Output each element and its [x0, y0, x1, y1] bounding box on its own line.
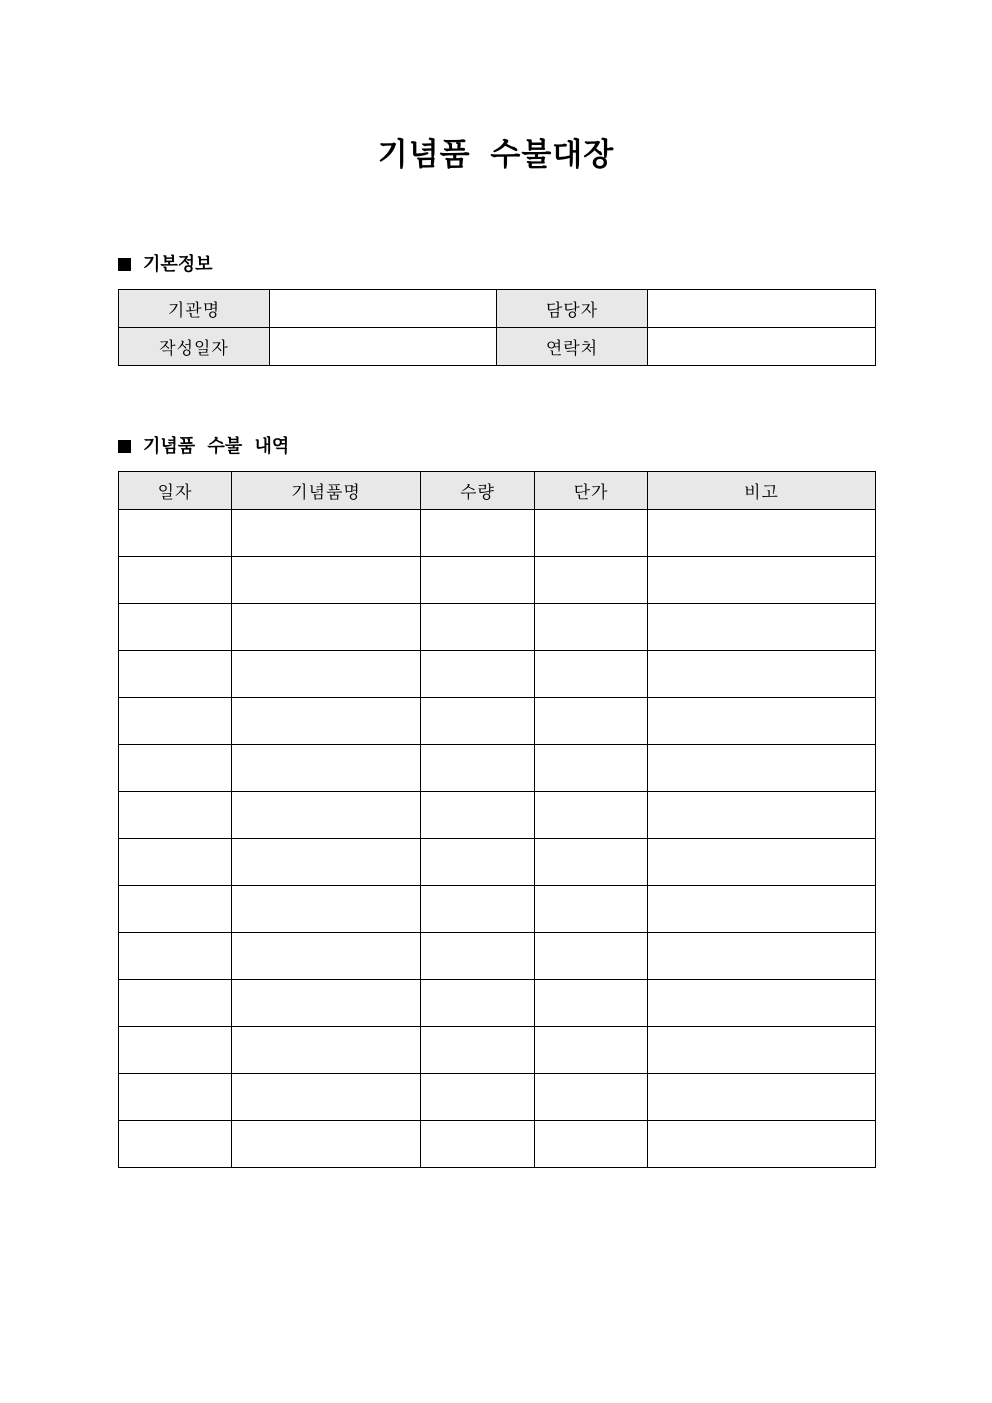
unit-price-cell[interactable]	[535, 792, 648, 839]
item-name-cell[interactable]	[232, 651, 421, 698]
item-name-cell[interactable]	[232, 792, 421, 839]
date-cell[interactable]	[119, 886, 232, 933]
table-row	[119, 1121, 876, 1168]
table-row	[119, 792, 876, 839]
date-cell[interactable]	[119, 1121, 232, 1168]
table-row	[119, 933, 876, 980]
quantity-cell[interactable]	[421, 933, 535, 980]
date-cell[interactable]	[119, 933, 232, 980]
quantity-cell[interactable]	[421, 980, 535, 1027]
unit-price-cell[interactable]	[535, 1074, 648, 1121]
table-row	[119, 604, 876, 651]
unit-price-cell[interactable]	[535, 886, 648, 933]
date-field[interactable]	[270, 328, 497, 366]
organization-field[interactable]	[270, 290, 497, 328]
item-name-cell[interactable]	[232, 933, 421, 980]
quantity-cell[interactable]	[421, 557, 535, 604]
date-cell[interactable]	[119, 1074, 232, 1121]
date-label: 작성일자	[119, 328, 270, 366]
table-row	[119, 980, 876, 1027]
quantity-cell[interactable]	[421, 510, 535, 557]
date-cell[interactable]	[119, 839, 232, 886]
quantity-cell[interactable]	[421, 698, 535, 745]
date-cell[interactable]	[119, 745, 232, 792]
column-header-unit-price: 단가	[535, 472, 648, 510]
quantity-cell[interactable]	[421, 1027, 535, 1074]
organization-label: 기관명	[119, 290, 270, 328]
date-cell[interactable]	[119, 651, 232, 698]
date-cell[interactable]	[119, 980, 232, 1027]
unit-price-cell[interactable]	[535, 1121, 648, 1168]
remarks-cell[interactable]	[648, 745, 876, 792]
remarks-cell[interactable]	[648, 980, 876, 1027]
date-cell[interactable]	[119, 510, 232, 557]
contact-label: 연락처	[497, 328, 648, 366]
date-cell[interactable]	[119, 1027, 232, 1074]
remarks-cell[interactable]	[648, 792, 876, 839]
manager-field[interactable]	[648, 290, 876, 328]
unit-price-cell[interactable]	[535, 698, 648, 745]
quantity-cell[interactable]	[421, 792, 535, 839]
unit-price-cell[interactable]	[535, 839, 648, 886]
column-header-remarks: 비고	[648, 472, 876, 510]
column-header-item-name: 기념품명	[232, 472, 421, 510]
table-row	[119, 886, 876, 933]
item-name-cell[interactable]	[232, 698, 421, 745]
table-row	[119, 1027, 876, 1074]
unit-price-cell[interactable]	[535, 1027, 648, 1074]
unit-price-cell[interactable]	[535, 604, 648, 651]
table-row	[119, 839, 876, 886]
section-heading-records	[118, 434, 289, 460]
records-body	[119, 510, 876, 1168]
contact-field[interactable]	[648, 328, 876, 366]
item-name-cell[interactable]	[232, 886, 421, 933]
item-name-cell[interactable]	[232, 604, 421, 651]
item-name-cell[interactable]	[232, 1027, 421, 1074]
unit-price-cell[interactable]	[535, 651, 648, 698]
date-cell[interactable]	[119, 698, 232, 745]
basic-info-row	[119, 328, 876, 366]
table-row	[119, 745, 876, 792]
remarks-cell[interactable]	[648, 604, 876, 651]
item-name-cell[interactable]	[232, 745, 421, 792]
table-row	[119, 651, 876, 698]
quantity-cell[interactable]	[421, 1121, 535, 1168]
remarks-cell[interactable]	[648, 1027, 876, 1074]
column-header-date: 일자	[119, 472, 232, 510]
remarks-cell[interactable]	[648, 510, 876, 557]
basic-info-table	[118, 289, 876, 366]
item-name-cell[interactable]	[232, 980, 421, 1027]
quantity-cell[interactable]	[421, 604, 535, 651]
date-cell[interactable]	[119, 792, 232, 839]
remarks-cell[interactable]	[648, 651, 876, 698]
remarks-cell[interactable]	[648, 557, 876, 604]
quantity-cell[interactable]	[421, 651, 535, 698]
item-name-cell[interactable]	[232, 1074, 421, 1121]
records-header-row	[119, 472, 876, 510]
unit-price-cell[interactable]	[535, 980, 648, 1027]
remarks-cell[interactable]	[648, 1121, 876, 1168]
table-row	[119, 698, 876, 745]
quantity-cell[interactable]	[421, 1074, 535, 1121]
unit-price-cell[interactable]	[535, 510, 648, 557]
remarks-cell[interactable]	[648, 1074, 876, 1121]
quantity-cell[interactable]	[421, 886, 535, 933]
remarks-cell[interactable]	[648, 839, 876, 886]
table-row	[119, 510, 876, 557]
records-table	[118, 471, 876, 1168]
item-name-cell[interactable]	[232, 1121, 421, 1168]
square-bullet-icon	[118, 440, 131, 453]
unit-price-cell[interactable]	[535, 745, 648, 792]
quantity-cell[interactable]	[421, 839, 535, 886]
date-cell[interactable]	[119, 557, 232, 604]
unit-price-cell[interactable]	[535, 933, 648, 980]
remarks-cell[interactable]	[648, 933, 876, 980]
column-header-quantity: 수량	[421, 472, 535, 510]
section-heading-basic-info	[118, 252, 213, 278]
item-name-cell[interactable]	[232, 557, 421, 604]
item-name-cell[interactable]	[232, 510, 421, 557]
date-cell[interactable]	[119, 604, 232, 651]
document-title: 기념품 수불대장	[377, 137, 615, 173]
quantity-cell[interactable]	[421, 745, 535, 792]
basic-info-row	[119, 290, 876, 328]
remarks-cell[interactable]	[648, 886, 876, 933]
item-name-cell[interactable]	[232, 839, 421, 886]
manager-label: 담당자	[497, 290, 648, 328]
section-heading-records-text: 기념품 수불 내역	[143, 436, 290, 457]
table-row	[119, 1074, 876, 1121]
table-row	[119, 557, 876, 604]
square-bullet-icon	[118, 258, 131, 271]
remarks-cell[interactable]	[648, 698, 876, 745]
section-heading-basic-info-text: 기본정보	[143, 254, 213, 275]
unit-price-cell[interactable]	[535, 557, 648, 604]
